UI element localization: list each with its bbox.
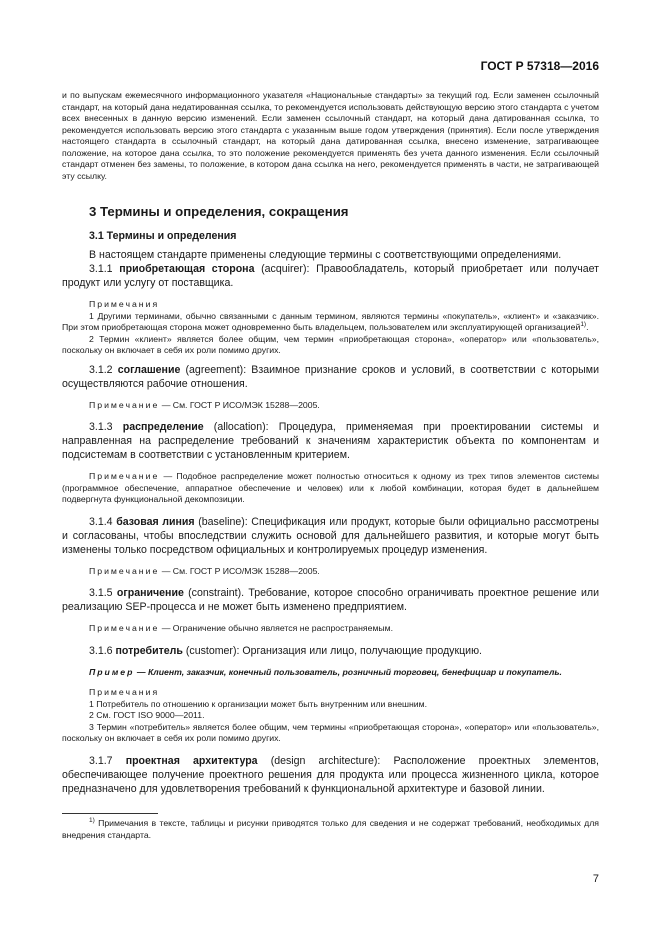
term-name: соглашение — [117, 363, 181, 376]
term-3-1-5: 3.1.5 ограничение (constraint). Требование, которое способно ограничивать проектное решение или реализацию SEP-процесса и не может быть изменено предприятием. — [62, 587, 599, 613]
subsection-title: 3.1 Термины и определения — [89, 230, 237, 242]
lead-paragraph: В настоящем стандарте применены следующие термины с соответствующими определениями. — [89, 249, 562, 261]
notes-heading: Примечания — [89, 687, 160, 697]
term-3-1-4: 3.1.4 базовая линия (baseline): Спецификация или продукт, которые были официально рассмотрены и согласованы, чтобы впоследствии служить основой для дальнейшего развития, и которые могут быть изменены только посредством официальных и контролируемых процедур изменения. — [62, 515, 599, 556]
term-3-1-3: 3.1.3 распределение (allocation): Процедура, применяемая при проектировании системы и направленная на распределение требований к значениям характеристик объекта по компонентам и подсистемам в соответствии с установленным критерием. — [62, 421, 599, 461]
note-3-1-5: Примечание — Ограничение обычно является не распространяемым. — [89, 623, 394, 633]
notes-heading: Примечания — [89, 299, 160, 309]
note-3-1-2: Примечание — См. ГОСТ Р ИСО/МЭК 15288—2005. — [89, 399, 320, 410]
note-item: 1 Другими терминами, обычно связанными с данным термином, являются термины «покупатель», «клиент» и «заказчик». При этом приобретающая сторона может одновременно быть владельцем, пользователем или эксплуатирующей организацией$^{1)}$. — [62, 310, 599, 332]
footnote: $^{1)}$ Примечания в тексте, таблицы и рисунки приводятся только для сведения и не содержат требований, необходимых для внедрения стандарта. — [62, 817, 599, 840]
term-3-1-7: 3.1.7 проектная архитектура (design architecture): Расположение проектных элементов, обеспечивающее получение проектного решения для продукта или процесса жизненного цикла, которое предназначено для удовлетворения требований к функциональной архитектуре и базовой линии. — [62, 754, 599, 795]
notes-3-1-6 — [62, 687, 599, 745]
term-name: ограничение — [116, 587, 184, 599]
intro-paragraph: и по выпускам ежемесячного информационного указателя «Национальные стандарты» за текущий год. Если заменен ссылочный стандарт, на который дана недатированная ссылка, то рекомендуется использовать действующую версию этого стандарта с учетом всех внесенных в данную версию изменений. Если заменен ссылочный стандарт, на который дана датированная ссылка, то рекомендуется использовать версию этого стандарта с указанным выше годом утверждения (принятия). Если после утверждения настоящего стандарта в ссылочный стандарт, на который дана датированная ссылка, внесено изменение, затрагивающее положение, на которое дана ссылка, то это положение рекомендуется применять без учета данного изменения. Если ссылочный стандарт отменен без замены, то положение, в котором дана ссылка на него, рекомендуется применять в части, не затрагивающей эту ссылку. — [62, 90, 599, 181]
page-body — [62, 90, 599, 796]
term-3-1-2: 3.1.2 соглашение (agreement): Взаимное признание сроков и условий, в соответствии с которыми осуществляются рабочие отношения. — [62, 363, 599, 390]
note-3-1-3: Примечание — Подобное распределение может полностью относиться к одному из трех типов элементов системы (программное обеспечение, аппаратное обеспечение и человек) или к любой комбинации, которая будет в дальнейшем подвергнута функциональной декомпозиции. — [62, 471, 599, 504]
note-item: 1 Потребитель по отношению к организации может быть внутренним или внешним. — [89, 698, 428, 709]
term-name: распределение — [122, 421, 204, 433]
term-name: базовая линия — [116, 515, 195, 528]
note-3-1-4: Примечание — См. ГОСТ Р ИСО/МЭК 15288—2005. — [89, 565, 320, 576]
example-3-1-6: Пример — Клиент, заказчик, конечный пользователь, розничный торговец, бенефициар и покупатель. — [89, 666, 562, 677]
note-item: 2 См. ГОСТ ISO 9000—2011. — [89, 710, 205, 720]
section-title: 3 Термины и определения, сокращения — [89, 204, 349, 219]
standard-code-header: ГОСТ Р 57318—2016 — [480, 59, 599, 73]
term-3-1-6: 3.1.6 потребитель (customer): Организация или лицо, получающие продукцию. — [89, 644, 482, 657]
term-name: проектная архитектура — [125, 754, 258, 767]
term-name: потребитель — [115, 644, 183, 657]
term-name: приобретающая сторона — [119, 263, 255, 275]
term-3-1-1: 3.1.1 приобретающая сторона (acquirer): Правообладатель, который приобретает или получает продукт или услугу от поставщика. — [62, 263, 600, 289]
notes-3-1-1 — [62, 299, 599, 357]
footnote-ref: 1) — [580, 321, 587, 329]
page-number: 7 — [592, 873, 599, 885]
note-item: 2 Термин «клиент» является более общим, чем термин «приобретающая сторона», «оператор» или «пользователь», поскольку он включает в себя их роли помимо других. — [62, 333, 599, 355]
footnote-mark: 1) — [89, 817, 95, 825]
note-item: 3 Термин «потребитель» является более общим, чем термины «приобретающая сторона», «оператор» или «пользователь», поскольку он включает в себя их роли помимо других. — [62, 721, 599, 743]
footnote-divider — [62, 813, 158, 814]
